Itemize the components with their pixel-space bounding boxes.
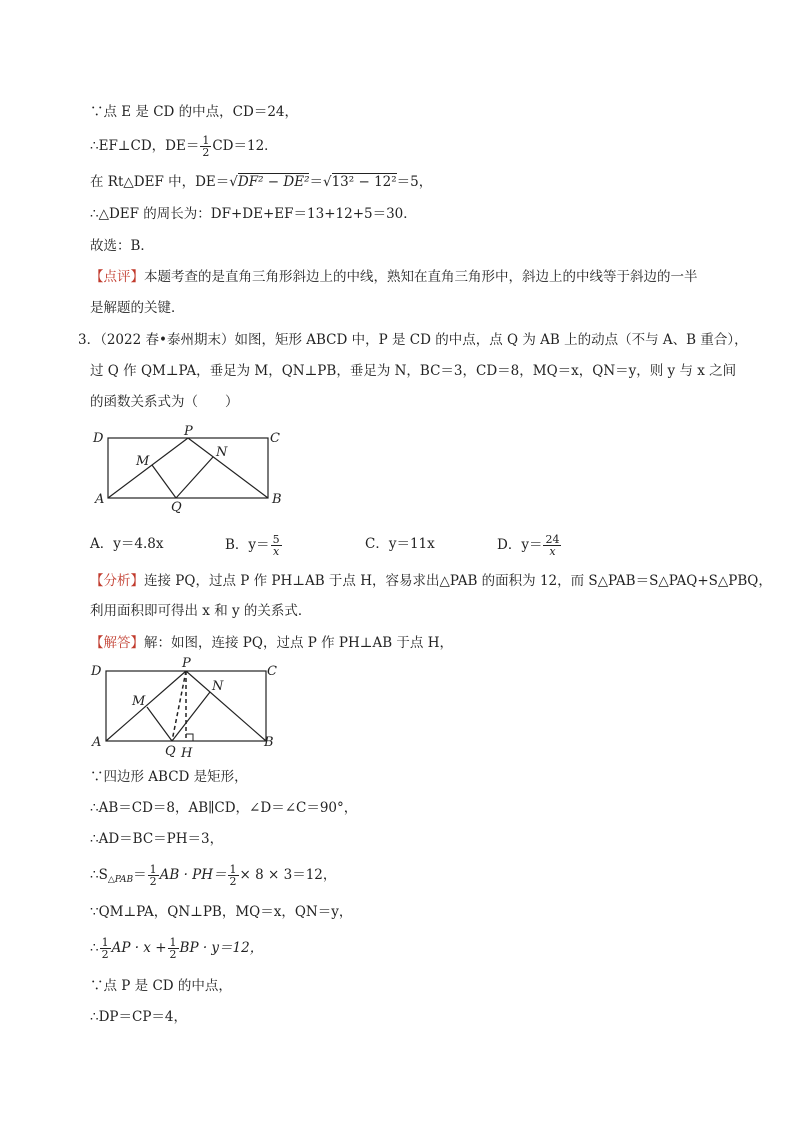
- option-c: C．y＝11x: [365, 536, 435, 552]
- comment-line-2: 是解题的关键．: [90, 300, 185, 316]
- label-Q: Q: [171, 500, 182, 515]
- step-6-a: AP · x +: [111, 940, 167, 956]
- step-4-frac-2: [228, 864, 239, 887]
- line-3: [90, 172, 432, 192]
- option-a: A．y＝4.8x: [90, 536, 164, 552]
- question-3-line-3: 的函数关系式为（ ）: [90, 394, 239, 410]
- step-6-frac-2: [168, 937, 179, 960]
- option-d: [497, 534, 562, 557]
- step-8: ∴DP＝CP＝4，: [90, 1009, 187, 1025]
- fraction-den: 2: [202, 146, 210, 159]
- frac-num: 1: [149, 863, 157, 876]
- step-7: ∵点 P 是 CD 的中点，: [90, 978, 232, 994]
- option-b-num: 5: [272, 533, 280, 546]
- option-b: [225, 534, 283, 557]
- option-d-num: 24: [545, 533, 560, 546]
- option-d-pre: D．y＝: [497, 537, 543, 553]
- step-4-sub: △PAB: [107, 875, 134, 885]
- label-M: M: [136, 454, 150, 469]
- question-3-line-2: 过 Q 作 QM⊥PA，垂足为 M，QN⊥PB，垂足为 N，BC＝3，CD＝8，MQ＝x，QN＝y，则 y 与 x 之间: [90, 363, 737, 379]
- label-Q-2: Q: [165, 744, 176, 759]
- sqrt-sign-2: √: [322, 174, 332, 190]
- comment-text: 本题考查的是直角三角形斜边上的中线，熟知在直角三角形中，斜边上的中线等于斜边的一半: [144, 269, 698, 285]
- label-H-2: H: [181, 746, 193, 760]
- label-M-2: M: [132, 694, 146, 709]
- label-B: B: [272, 492, 282, 507]
- frac-den-3: 2: [101, 948, 109, 961]
- line-5: 故选：B．: [90, 238, 154, 254]
- line-3-pre: 在 Rt△DEF 中，DE＝: [90, 174, 230, 190]
- step-6-b: BP · y＝12，: [179, 940, 264, 956]
- step-4: [90, 864, 336, 890]
- option-b-frac: [271, 534, 282, 557]
- option-d-den: x: [549, 545, 556, 558]
- comment-line: [90, 267, 698, 287]
- frac-den-2: 2: [229, 875, 237, 888]
- line-3-post: ＝5，: [396, 174, 433, 190]
- step-4-mid: AB · PH＝: [159, 867, 227, 883]
- label-A: A: [95, 492, 105, 507]
- fraction-half: [200, 135, 211, 158]
- rectangle-figure-2: [88, 655, 288, 760]
- analysis-text: 连接 PQ，过点 P 作 PH⊥AB 于点 H，容易求出△PAB 的面积为 12，而 S△PAB＝S△PAQ+S△PBQ，: [144, 573, 772, 589]
- frac-den: 2: [149, 875, 157, 888]
- frac-num-2: 1: [229, 863, 237, 876]
- sqrt-1: DF² − DE²: [237, 174, 310, 190]
- rectangle-figure-1: [90, 425, 300, 515]
- step-4-eq: ＝: [133, 867, 147, 883]
- option-d-frac: [543, 534, 561, 557]
- step-5: ∵QM⊥PA，QN⊥PB，MQ＝x，QN＝y，: [90, 904, 353, 920]
- frac-den-4: 2: [169, 948, 177, 961]
- question-3-line-1: 3．（2022 春•泰州期末）如图，矩形 ABCD 中，P 是 CD 的中点，点 Q 为 AB 上的动点（不与 A、B 重合），: [78, 332, 748, 348]
- frac-num-3: 1: [101, 936, 109, 949]
- frac-num-4: 1: [169, 936, 177, 949]
- line-1: ∵点 E 是 CD 的中点，CD＝24，: [90, 104, 299, 120]
- solution-line-1: [90, 633, 453, 653]
- analysis-line-1: [90, 571, 772, 591]
- label-C-2: C: [267, 664, 277, 679]
- label-D: D: [93, 431, 104, 446]
- option-b-pre: B．y＝: [225, 537, 270, 553]
- line-4: ∴△DEF 的周长为：DF+DE+EF＝13+12+5＝30．: [90, 206, 417, 222]
- label-D-2: D: [91, 664, 102, 679]
- label-N-2: N: [212, 679, 224, 694]
- step-6: [90, 937, 263, 960]
- label-B-2: B: [264, 735, 274, 750]
- line-2: [90, 135, 278, 158]
- step-4-pre: ∴S: [90, 867, 108, 883]
- step-4-post: × 8 × 3＝12，: [239, 867, 337, 883]
- line-3-mid: ＝: [309, 174, 323, 190]
- line-2-post: CD＝12．: [212, 138, 278, 154]
- step-3: ∴AD＝BC＝PH＝3，: [90, 831, 224, 847]
- step-6-frac-1: [100, 937, 111, 960]
- line-2-pre: ∴EF⊥CD，DE＝: [90, 138, 200, 154]
- step-2: ∴AB＝CD＝8，AB∥CD，∠D＝∠C＝90°，: [90, 800, 358, 816]
- label-A-2: A: [92, 735, 102, 750]
- label-P-2: P: [182, 656, 191, 671]
- step-4-frac-1: [148, 864, 159, 887]
- label-P: P: [184, 425, 193, 439]
- sqrt-sign: √: [229, 174, 238, 190]
- option-b-den: x: [272, 545, 280, 558]
- step-1: ∵四边形 ABCD 是矩形，: [90, 769, 248, 785]
- label-C: C: [270, 431, 280, 446]
- comment-tag: 【点评】: [90, 269, 144, 285]
- analysis-tag: 【分析】: [90, 573, 144, 589]
- label-N: N: [216, 445, 228, 460]
- fraction-num: 1: [202, 134, 210, 147]
- solution-tag: 【解答】: [90, 635, 144, 651]
- sqrt-2: 13² − 12²: [331, 174, 397, 190]
- solution-text: 解：如图，连接 PQ，过点 P 作 PH⊥AB 于点 H，: [144, 635, 453, 651]
- step-6-lead: ∴: [90, 940, 99, 956]
- analysis-line-2: 利用面积即可得出 x 和 y 的关系式．: [90, 603, 312, 619]
